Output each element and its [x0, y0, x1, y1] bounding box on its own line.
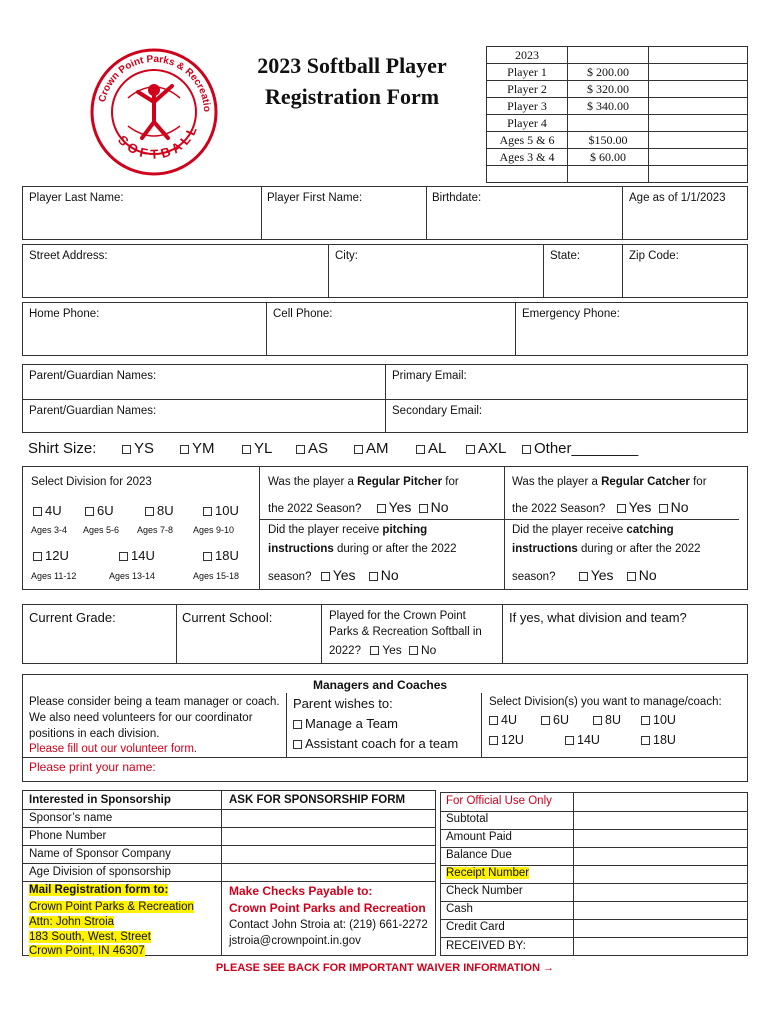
division-6u[interactable]: 6U: [85, 503, 114, 518]
coach-div-4u[interactable]: 4U: [489, 713, 517, 727]
state-field[interactable]: State:: [543, 244, 623, 298]
waiver-footer: PLEASE SEE BACK FOR IMPORTANT WAIVER INFORMATION →: [215, 962, 555, 974]
division-12u[interactable]: 12U: [33, 548, 69, 563]
catcher-section: Was the player a Regular Catcher for the 2022 Season? Yes No Did the player receive catching instructions during or after the 2022 season? Yes No: [504, 466, 748, 590]
age-field[interactable]: Age as of 1/1/2023: [622, 186, 748, 240]
fee-row: Player 1 $ 200.00: [487, 64, 748, 81]
played-no[interactable]: No: [409, 643, 436, 657]
print-name-field[interactable]: Please print your name:: [29, 760, 156, 774]
city-field[interactable]: City:: [328, 244, 544, 298]
shirt-option-as[interactable]: AS: [296, 440, 328, 457]
fee-row: Ages 3 & 4 $ 60.00: [487, 149, 748, 166]
shirt-option-ys[interactable]: YS: [122, 440, 154, 457]
coach-div-18u[interactable]: 18U: [641, 733, 676, 747]
division-14u[interactable]: 14U: [119, 548, 155, 563]
catching-lessons-yes[interactable]: Yes: [579, 567, 614, 583]
fee-row: Player 3 $ 340.00: [487, 98, 748, 115]
fee-row: Player 2 $ 320.00: [487, 81, 748, 98]
played-yes[interactable]: Yes: [370, 643, 402, 657]
checkbox-icon: [354, 445, 363, 454]
first-name-field[interactable]: Player First Name:: [261, 186, 427, 240]
coach-div-12u[interactable]: 12U: [489, 733, 524, 747]
current-grade-field[interactable]: Current Grade:: [22, 604, 177, 664]
division-team-field[interactable]: If yes, what division and team?: [502, 604, 748, 664]
parent1-field[interactable]: Parent/Guardian Names:: [22, 364, 386, 400]
pitching-lessons-no[interactable]: No: [369, 567, 399, 583]
coach-div-6u[interactable]: 6U: [541, 713, 569, 727]
coach-div-10u[interactable]: 10U: [641, 713, 676, 727]
last-name-field[interactable]: Player Last Name:: [22, 186, 262, 240]
emergency-phone-field[interactable]: Emergency Phone:: [515, 302, 748, 356]
street-field[interactable]: Street Address:: [22, 244, 329, 298]
shirt-option-ym[interactable]: YM: [180, 440, 215, 457]
catching-lessons-no[interactable]: No: [627, 567, 657, 583]
primary-email-field[interactable]: Primary Email:: [385, 364, 748, 400]
pitching-lessons-yes[interactable]: Yes: [321, 567, 356, 583]
shirt-option-other[interactable]: Other________: [522, 440, 638, 457]
checkbox-icon: [242, 445, 251, 454]
checkbox-icon: [522, 445, 531, 454]
shirt-option-axl[interactable]: AXL: [466, 440, 506, 457]
official-use-section: For Official Use Only Subtotal Amount Paid Balance Due Receipt Number Check Number Cash Credit Card RECEIVED BY:: [440, 792, 748, 956]
current-school-field[interactable]: Current School:: [176, 604, 322, 664]
cell-phone-field[interactable]: Cell Phone:: [266, 302, 516, 356]
coach-div-8u[interactable]: 8U: [593, 713, 621, 727]
birthdate-field[interactable]: Birthdate:: [426, 186, 623, 240]
secondary-email-field[interactable]: Secondary Email:: [385, 399, 748, 433]
softball-logo-icon: [88, 46, 220, 178]
assistant-coach-option[interactable]: Assistant coach for a team: [293, 736, 458, 751]
coach-div-14u[interactable]: 14U: [565, 733, 600, 747]
parent2-field[interactable]: Parent/Guardian Names:: [22, 399, 386, 433]
fee-row: Player 4: [487, 115, 748, 132]
official-title: For Official Use Only: [446, 795, 552, 807]
zip-field[interactable]: Zip Code:: [622, 244, 748, 298]
logo: [88, 46, 220, 178]
sponsorship-section: Interested in Sponsorship ASK FOR SPONSORSHIP FORM Sponsor’s name Phone Number Name of Sponsor Company Age Division of sponsorship Mail Registration form to: Crown Point Parks & Recreation Attn: John Stroia 183 South, West, Street Crown Point, IN 46307 Make Checks Payable to: Crown Point Parks and Recreation Contact John Stroia at: (219) 661-2272 jstroia@crownpoint.in.gov: [22, 790, 436, 956]
catcher-no[interactable]: No: [659, 499, 689, 515]
catcher-yes[interactable]: Yes: [617, 499, 652, 515]
home-phone-field[interactable]: Home Phone:: [22, 302, 267, 356]
shirt-option-am[interactable]: AM: [354, 440, 389, 457]
pitcher-yes[interactable]: Yes: [377, 499, 412, 515]
fee-year: 2023: [487, 47, 568, 64]
division-18u[interactable]: 18U: [203, 548, 239, 563]
title-line-2: Registration Form: [264, 84, 440, 109]
fee-table: [486, 46, 748, 183]
checkbox-icon: [122, 445, 131, 454]
division-10u[interactable]: 10U: [203, 503, 239, 518]
pitcher-section: Was the player a Regular Pitcher for the 2022 Season? Yes No Did the player receive pitching instructions during or after the 2022 season? Yes No: [259, 466, 505, 590]
fee-row: Ages 5 & 6 $150.00: [487, 132, 748, 149]
division-section: Select Division for 2023 4U 6U 8U 10U Ages 3-4 Ages 5-6 Ages 7-8 Ages 9-10 12U 14U 18U Ages 11-12 Ages 13-14 Ages 15-18: [22, 466, 260, 590]
checkbox-icon: [180, 445, 189, 454]
managers-title: Managers and Coaches: [313, 678, 448, 692]
sponsorship-ask: ASK FOR SPONSORSHIP FORM: [229, 794, 406, 806]
division-8u[interactable]: 8U: [145, 503, 174, 518]
checkbox-icon: [466, 445, 475, 454]
shirt-option-yl[interactable]: YL: [242, 440, 272, 457]
title-line-1: 2023 Softball Player: [257, 53, 447, 78]
manage-team-option[interactable]: Manage a Team: [293, 716, 398, 731]
pitcher-no[interactable]: No: [419, 499, 449, 515]
managers-coaches-section: Managers and Coaches Please consider being a team manager or coach. We also need volunteers for our coordinator positions in each division. Please fill out our volunteer form. Parent wishes to: Manage a Team Assistant coach for a team Select Division(s) you want to manage/coach: 4U 6U 8U 10U 12U 14U 18U Please print your name:: [22, 674, 748, 782]
page-title: [232, 50, 472, 112]
checkbox-icon: [296, 445, 305, 454]
checkbox-icon: [416, 445, 425, 454]
division-4u[interactable]: 4U: [33, 503, 62, 518]
played-2022-section: Played for the Crown Point Parks & Recreation Softball in 2022? Yes No: [321, 604, 503, 664]
mail-title: Mail Registration form to:: [29, 884, 169, 896]
svg-text:SOFTBALL: SOFTBALL: [115, 120, 202, 162]
sponsorship-header: Interested in Sponsorship: [29, 794, 171, 806]
shirt-size-label: Shirt Size:: [28, 440, 97, 457]
shirt-option-al[interactable]: AL: [416, 440, 446, 457]
svg-text:Crown Point Parks & Recreation: Crown Point Parks & Recreatio: [97, 53, 213, 113]
